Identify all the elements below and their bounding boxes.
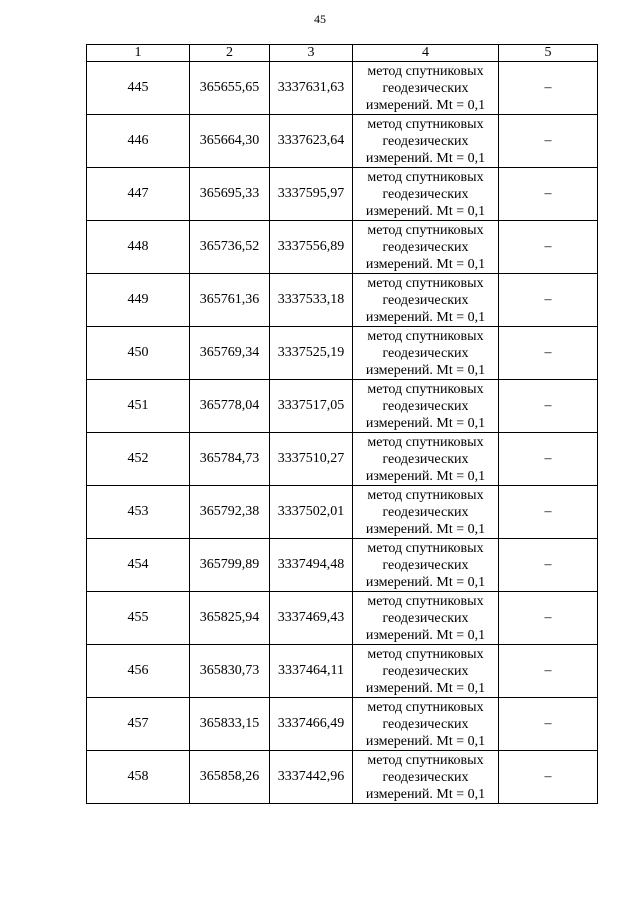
point-number-cell: 454 [87, 539, 190, 592]
column-header-2: 2 [190, 45, 270, 62]
note-cell: – [499, 115, 598, 168]
column-header-4: 4 [353, 45, 499, 62]
y-coordinate-cell: 3337556,89 [270, 221, 353, 274]
note-cell: – [499, 274, 598, 327]
method-cell: метод спутниковых геодезических измерений. Mt = 0,1 [353, 274, 499, 327]
x-coordinate-cell: 365792,38 [190, 486, 270, 539]
note-cell: – [499, 433, 598, 486]
y-coordinate-cell: 3337494,48 [270, 539, 353, 592]
column-header-1: 1 [87, 45, 190, 62]
column-header-3: 3 [270, 45, 353, 62]
y-coordinate-cell: 3337623,64 [270, 115, 353, 168]
y-coordinate-cell: 3337502,01 [270, 486, 353, 539]
x-coordinate-cell: 365825,94 [190, 592, 270, 645]
note-cell: – [499, 645, 598, 698]
method-cell: метод спутниковых геодезических измерений. Mt = 0,1 [353, 433, 499, 486]
table-row [87, 327, 598, 380]
note-cell: – [499, 486, 598, 539]
y-coordinate-cell: 3337469,43 [270, 592, 353, 645]
note-cell: – [499, 221, 598, 274]
x-coordinate-cell: 365655,65 [190, 62, 270, 115]
y-coordinate-cell: 3337466,49 [270, 698, 353, 751]
note-cell: – [499, 327, 598, 380]
method-cell: метод спутниковых геодезических измерений. Mt = 0,1 [353, 62, 499, 115]
note-cell: – [499, 698, 598, 751]
y-coordinate-cell: 3337442,96 [270, 751, 353, 804]
method-cell: метод спутниковых геодезических измерений. Mt = 0,1 [353, 168, 499, 221]
table-row [87, 168, 598, 221]
note-cell: – [499, 168, 598, 221]
column-header-5: 5 [499, 45, 598, 62]
y-coordinate-cell: 3337631,63 [270, 62, 353, 115]
note-cell: – [499, 380, 598, 433]
x-coordinate-cell: 365761,36 [190, 274, 270, 327]
y-coordinate-cell: 3337510,27 [270, 433, 353, 486]
note-cell: – [499, 751, 598, 804]
table-row [87, 380, 598, 433]
method-cell: метод спутниковых геодезических измерений. Mt = 0,1 [353, 592, 499, 645]
y-coordinate-cell: 3337464,11 [270, 645, 353, 698]
x-coordinate-cell: 365769,34 [190, 327, 270, 380]
point-number-cell: 448 [87, 221, 190, 274]
point-number-cell: 450 [87, 327, 190, 380]
x-coordinate-cell: 365664,30 [190, 115, 270, 168]
point-number-cell: 445 [87, 62, 190, 115]
method-cell: метод спутниковых геодезических измерений. Mt = 0,1 [353, 115, 499, 168]
point-number-cell: 456 [87, 645, 190, 698]
table-row [87, 539, 598, 592]
table-row [87, 274, 598, 327]
table-row [87, 433, 598, 486]
note-cell: – [499, 62, 598, 115]
method-cell: метод спутниковых геодезических измерений. Mt = 0,1 [353, 327, 499, 380]
note-cell: – [499, 592, 598, 645]
y-coordinate-cell: 3337533,18 [270, 274, 353, 327]
coordinates-table [86, 44, 598, 804]
y-coordinate-cell: 3337517,05 [270, 380, 353, 433]
table-row [87, 62, 598, 115]
point-number-cell: 449 [87, 274, 190, 327]
table-row [87, 221, 598, 274]
method-cell: метод спутниковых геодезических измерений. Mt = 0,1 [353, 645, 499, 698]
method-cell: метод спутниковых геодезических измерений. Mt = 0,1 [353, 221, 499, 274]
point-number-cell: 453 [87, 486, 190, 539]
x-coordinate-cell: 365833,15 [190, 698, 270, 751]
x-coordinate-cell: 365799,89 [190, 539, 270, 592]
x-coordinate-cell: 365784,73 [190, 433, 270, 486]
point-number-cell: 447 [87, 168, 190, 221]
point-number-cell: 451 [87, 380, 190, 433]
table-row [87, 645, 598, 698]
y-coordinate-cell: 3337525,19 [270, 327, 353, 380]
method-cell: метод спутниковых геодезических измерений. Mt = 0,1 [353, 486, 499, 539]
point-number-cell: 455 [87, 592, 190, 645]
page-number: 45 [314, 12, 326, 26]
method-cell: метод спутниковых геодезических измерений. Mt = 0,1 [353, 380, 499, 433]
table-row [87, 592, 598, 645]
method-cell: метод спутниковых геодезических измерений. Mt = 0,1 [353, 751, 499, 804]
x-coordinate-cell: 365695,33 [190, 168, 270, 221]
point-number-cell: 457 [87, 698, 190, 751]
table-row [87, 751, 598, 804]
table-row [87, 115, 598, 168]
method-cell: метод спутниковых геодезических измерений. Mt = 0,1 [353, 539, 499, 592]
x-coordinate-cell: 365778,04 [190, 380, 270, 433]
x-coordinate-cell: 365830,73 [190, 645, 270, 698]
note-cell: – [499, 539, 598, 592]
point-number-cell: 458 [87, 751, 190, 804]
table-row [87, 698, 598, 751]
x-coordinate-cell: 365736,52 [190, 221, 270, 274]
y-coordinate-cell: 3337595,97 [270, 168, 353, 221]
table-header-row [87, 45, 598, 62]
method-cell: метод спутниковых геодезических измерений. Mt = 0,1 [353, 698, 499, 751]
point-number-cell: 452 [87, 433, 190, 486]
x-coordinate-cell: 365858,26 [190, 751, 270, 804]
table-row [87, 486, 598, 539]
point-number-cell: 446 [87, 115, 190, 168]
